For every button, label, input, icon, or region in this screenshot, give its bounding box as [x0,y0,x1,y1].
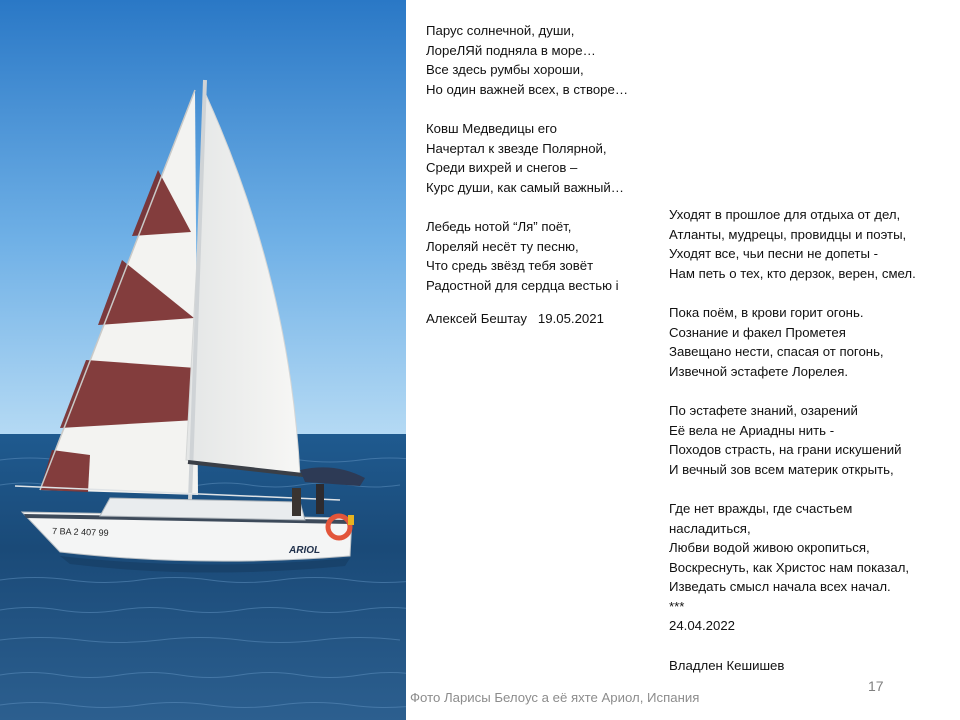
poem-line: Извечной эстафете Лорелея. [669,363,849,379]
cabin [100,498,305,520]
poem-line: Любви водой живою окропиться, [669,540,870,556]
poem-line: Но один важней всех, в створе… [426,81,629,97]
poem-line: Уходят в прошлое для отдыха от дел, [669,207,901,222]
poem-line: По эстафете знаний, озарений [669,402,858,418]
poem-line: Начертал к звезде Полярной, [426,140,607,156]
stanza-gap [669,283,916,303]
poem-line: Атланты, мудрецы, провидцы и поэты, [669,226,907,242]
author-signature-left: Алексей Бештау 19.05.2021 [426,311,604,326]
poem-line: Ковш Медведицы его [426,120,557,136]
poem-line: Уходят все, чьи песни не допеты - [669,246,879,262]
poem-line: Где нет вражды, где счастьем [669,500,853,516]
stanza-gap [669,381,916,401]
stanza [426,21,628,99]
poem-left [426,21,628,295]
stanza [426,217,628,295]
poem-line: *** [669,598,685,614]
poem-line: Изведать смысл начала всех начал. [669,579,891,595]
stanza [669,499,916,636]
poem-line: Среди вихрей и снегов – [426,160,578,176]
poem-line: Нам петь о тех, кто дерзок, верен, смел. [669,265,916,281]
poem-line: ЛореЛЯй подняла в море… [426,42,596,58]
stanza [426,119,628,197]
stanza [669,656,916,676]
poem-line: Воскреснуть, как Христос нам показал, [669,559,910,575]
stanza-gap [669,479,916,499]
boat-name: ARIOL [289,545,321,556]
poem-line: Что средь звёзд тебя зовёт [426,258,594,274]
flag [348,515,354,525]
stanza-gap [426,99,628,119]
page-number: 17 [868,678,884,694]
poem-line: Её вела не Ариадны нить - [669,422,835,438]
poem-line: Лебедь нотой “Ля” поёт, [426,218,572,234]
stanza [669,205,916,283]
photo-caption: Фото Ларисы Белоус а её яхте Ариол, Испания [410,690,700,705]
stanza [669,401,916,479]
crew-figure [292,488,301,516]
poem-line: И вечный зов всем материк открыть, [669,461,894,477]
poem-line: Радостной для сердца вестью і [426,277,619,293]
sailboat-photo [0,0,406,720]
stanza [669,303,916,381]
poem-line: Все здесь румбы хороши, [426,62,584,78]
poem-line: Владлен Кешишев [669,657,785,673]
poem-line: Сознание и факел Прометея [669,324,846,340]
poem-line: Курс души, как самый важный… [426,179,624,195]
crew-figure-2 [316,484,324,514]
poem-line: Парус солнечной, души, [426,23,575,38]
stanza-gap [426,197,628,217]
stanza-gap [669,636,916,656]
poem-line: Походов страсть, на грани искушений [669,442,902,458]
poem-line: Лореляй несёт ту песню, [426,238,579,254]
poem-line: насладиться, [669,520,751,536]
hull-number: 7 BA 2 407 99 [51,526,109,538]
poem-right [669,205,916,675]
poem-line: Пока поём, в крови горит огонь. [669,304,864,320]
poem-line: Завещано нести, спасая от погонь, [669,344,884,360]
poem-line: 24.04.2022 [669,618,736,634]
